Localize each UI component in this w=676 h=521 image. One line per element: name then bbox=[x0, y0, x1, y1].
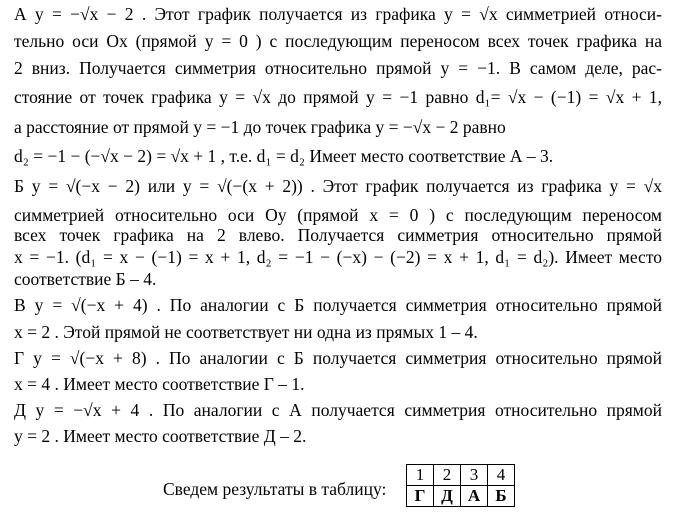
text-line: А y = −√x − 2 . Этот график получается из графика y = √x симметрией относи- bbox=[14, 4, 662, 24]
table-cell: Г bbox=[407, 486, 434, 507]
text-line: Б y = √(−x − 2) или y = √(−(x + 2)) . Этот график получается из графика y = √x bbox=[14, 176, 662, 196]
results-table bbox=[406, 464, 515, 507]
text-line: 2 вниз. Получается симметрия относительно прямой y = −1. В самом деле, рас- bbox=[14, 58, 662, 78]
text-line: всех точек графика на 2 влево. Получается симметрия относительно прямой bbox=[14, 225, 662, 245]
text-line: Г y = √(−x + 8) . По аналогии с Б получается симметрия относительно прямой bbox=[14, 348, 662, 368]
text-line: y = 2 . Имеет место соответствие Д – 2. bbox=[14, 426, 307, 446]
table-cell: 4 bbox=[488, 465, 515, 486]
table-caption: Сведем результаты в таблицу: bbox=[163, 479, 387, 499]
text-line: стояние от точек графика y = √x до прямой y = −1 равно d₁= √x − (−1) = √x + 1, bbox=[14, 87, 662, 107]
table-row bbox=[407, 465, 515, 486]
table-cell: 2 bbox=[434, 465, 461, 486]
text-line: тельно оси Ox (прямой y = 0 ) с последующим переносом всех точек графика на bbox=[14, 31, 662, 51]
text-line: x = 4 . Имеет место соответствие Г – 1. bbox=[14, 374, 305, 394]
table-cell: А bbox=[461, 486, 488, 507]
text-line: соответствие Б – 4. bbox=[14, 269, 157, 289]
text-line: x = −1. (d₁ = x − (−1) = x + 1, d₂ = −1 − (−x) − (−2) = x + 1, d₁ = d₂). Имеет место bbox=[14, 247, 662, 267]
text-line: В y = √(−x + 4) . По аналогии с Б получается симметрия относительно прямой bbox=[14, 295, 662, 315]
text-line: Д y = −√x + 4 . По аналогии с А получается симметрия относительно прямой bbox=[14, 400, 662, 420]
table-cell: 3 bbox=[461, 465, 488, 486]
table-cell: Б bbox=[488, 486, 515, 507]
text-line: симметрией относительно оси Oy (прямой x = 0 ) с последующим переносом bbox=[14, 205, 662, 225]
table-cell: Д bbox=[434, 486, 461, 507]
text-line: d₂ = −1 − (−√x − 2) = √x + 1 , т.е. d₁ = d₂ Имеет место соответствие А – 3. bbox=[14, 146, 554, 166]
table-row bbox=[407, 486, 515, 507]
table-cell: 1 bbox=[407, 465, 434, 486]
text-line: а расстояние от прямой y = −1 до точек графика y = −√x − 2 равно bbox=[14, 117, 506, 137]
text-line: x = 2 . Этой прямой не соответствует ни одна из прямых 1 – 4. bbox=[14, 322, 478, 342]
